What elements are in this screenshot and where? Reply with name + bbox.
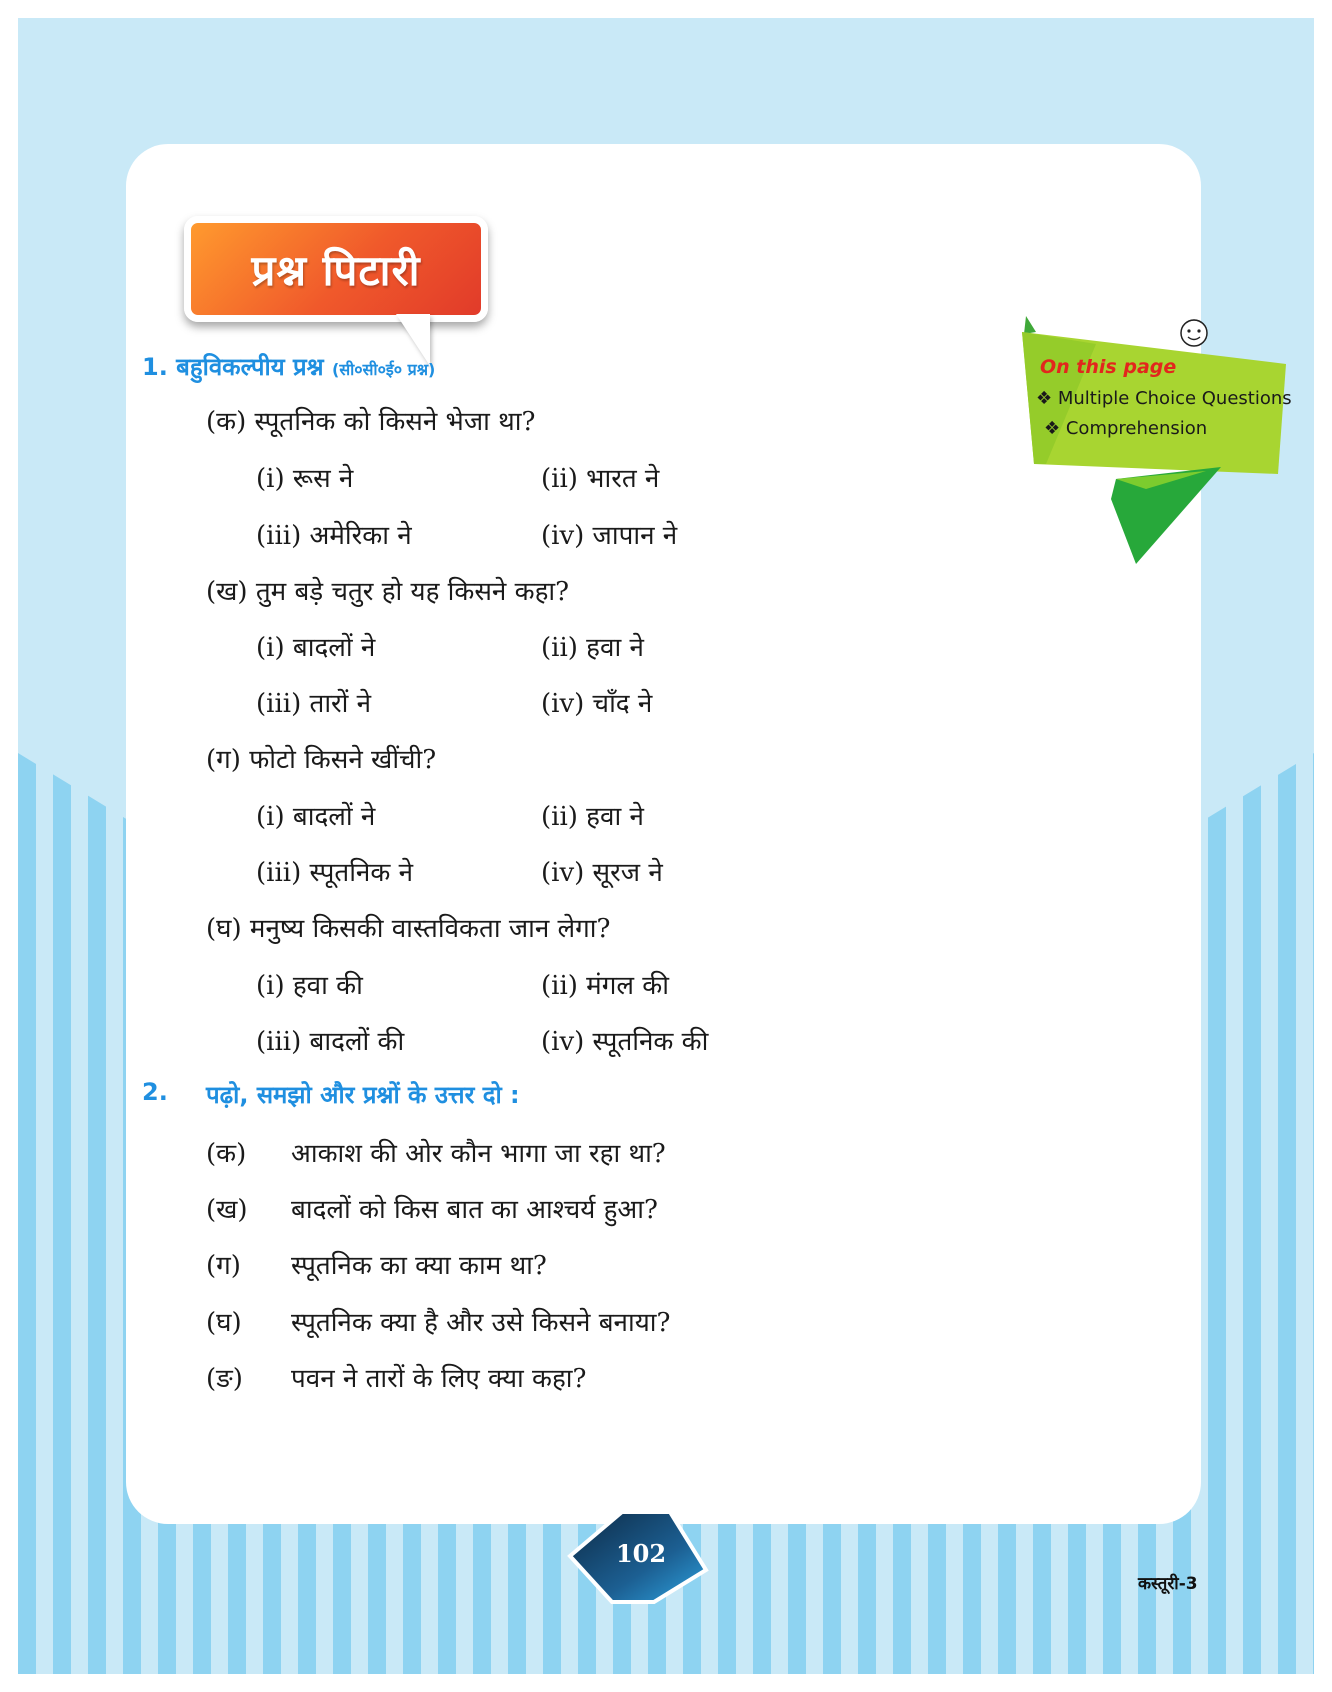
mcq-option: (ii) हवा ने: [541, 802, 644, 832]
comprehension-label: (ङ): [206, 1364, 243, 1394]
section-2-heading: पढ़ो, समझो और प्रश्नों के उत्तर दो :: [206, 1081, 520, 1109]
mcq-option: (i) बादलों ने: [256, 633, 376, 663]
comprehension-label: (घ): [206, 1308, 242, 1338]
mcq-option: (iv) जापान ने: [541, 521, 678, 551]
mcq-option: (iii) तारों ने: [256, 689, 372, 719]
mcq-option: (ii) हवा ने: [541, 633, 644, 663]
comprehension-question: पवन ने तारों के लिए क्या कहा?: [291, 1364, 587, 1394]
mcq-option: (iv) सूरज ने: [541, 858, 663, 888]
mcq-option: (iv) स्पूतनिक की: [541, 1027, 709, 1057]
mcq-question-1: (क) स्पूतनिक को किसने भेजा था?: [206, 407, 536, 437]
comprehension-label: (ख): [206, 1195, 248, 1225]
comprehension-label: (ग): [206, 1251, 241, 1281]
section-1-heading: [142, 350, 435, 383]
mcq-option: (iii) स्पूतनिक ने: [256, 858, 414, 888]
mcq-option: (iii) बादलों की: [256, 1027, 405, 1057]
page-number: 102: [615, 1538, 667, 1568]
page-number-badge: [566, 1508, 726, 1608]
comprehension-question: आकाश की ओर कौन भागा जा रहा था?: [291, 1139, 666, 1169]
comprehension-question: स्पूतनिक का क्या काम था?: [291, 1251, 547, 1281]
page-background: [18, 18, 1314, 1674]
page-title: प्रश्न पिटारी: [251, 245, 421, 295]
mcq-option: (iii) अमेरिका ने: [256, 521, 412, 551]
mcq-option: (i) हवा की: [256, 971, 363, 1001]
mcq-option: (ii) भारत ने: [541, 464, 660, 494]
on-this-page-ribbon: [1016, 314, 1306, 564]
section-1-title: 1. बहुविकल्पीय प्रश्न: [142, 353, 324, 381]
mcq-option: (ii) मंगल की: [541, 971, 669, 1001]
mcq-question-2: (ख) तुम बड़े चतुर हो यह किसने कहा?: [206, 577, 570, 607]
comprehension-question: स्पूतनिक क्या है और उसे किसने बनाया?: [291, 1308, 671, 1338]
mcq-question-4: (घ) मनुष्य किसकी वास्तविकता जान लेगा?: [206, 914, 611, 944]
content-card: [126, 144, 1292, 1524]
mcq-option: (iv) चाँद ने: [541, 689, 653, 719]
mcq-option: (i) बादलों ने: [256, 802, 376, 832]
ribbon-heading: On this page: [1040, 356, 1177, 378]
ribbon-item-comprehension: ❖ Comprehension: [1044, 418, 1208, 439]
section-2-number: 2.: [142, 1078, 168, 1106]
mcq-option: (i) रूस ने: [256, 464, 354, 494]
ribbon-item-mcq: ❖ Multiple Choice Questions: [1036, 388, 1292, 409]
title-badge: [184, 216, 488, 322]
comprehension-question: बादलों को किस बात का आश्चर्य हुआ?: [291, 1195, 658, 1225]
mcq-question-3: (ग) फोटो किसने खींची?: [206, 745, 437, 775]
section-1-note: (सी०सी०ई० प्रश्न): [332, 360, 436, 379]
comprehension-label: (क): [206, 1139, 247, 1169]
book-name: कस्तूरी-3: [1138, 1574, 1198, 1594]
